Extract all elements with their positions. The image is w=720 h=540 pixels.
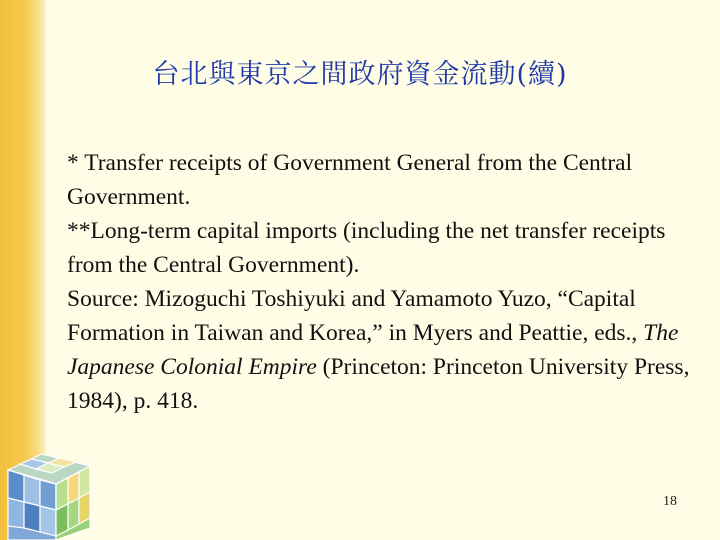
page-number: 18 [663,494,677,509]
footnote-capital-imports: **Long-term capital imports (including the net transfer receipts from the Central Government). [67,218,666,278]
cube-decoration-icon [0,432,110,540]
footnotes-block [67,146,697,418]
source-book-title: The Japanese Colonial Empire [67,320,679,380]
slide-title: 台北與東京之間政府資金流動(續) [152,59,568,90]
source-prefix: Source: Mizoguchi Toshiyuki and Yamamoto Yuzo, “Capital Formation in Taiwan and Korea,” in Myers and Peattie, eds., [67,286,644,346]
source-suffix: (Princeton: Princeton University Press, 1984), p. 418. [67,354,690,414]
footnote-transfer-receipts: * Transfer receipts of Government General from the Central Government. [67,150,633,210]
source-citation [67,282,697,418]
